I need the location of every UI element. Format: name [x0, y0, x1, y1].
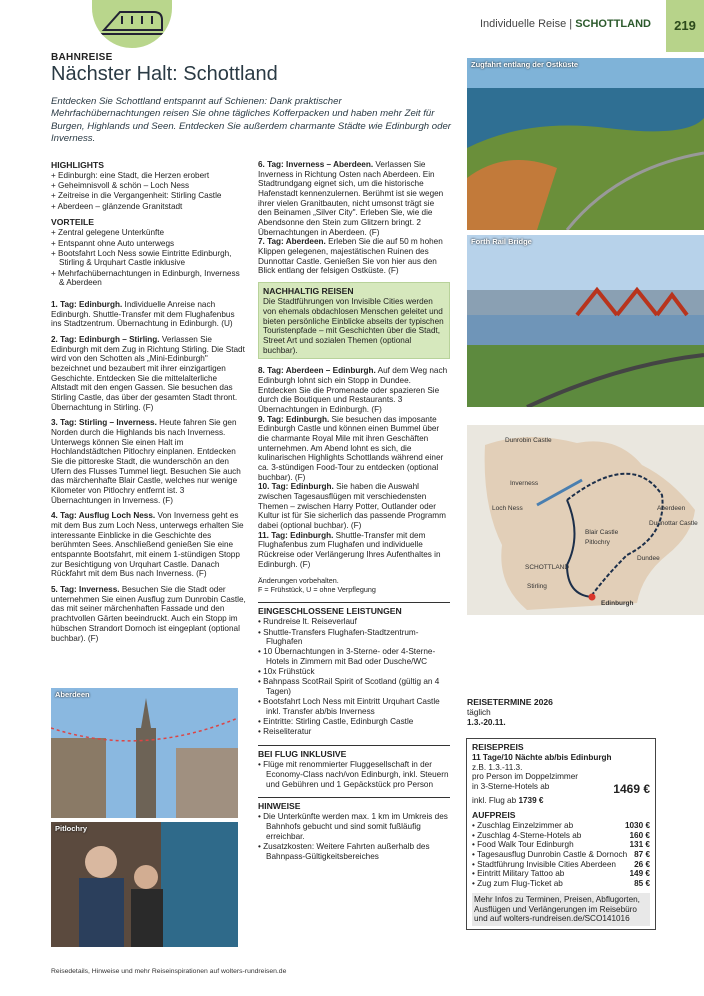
surcharge-row: • Zug zum Flug-Ticket ab 85 € — [472, 879, 650, 889]
list-item: • Flüge mit renommierter Fluggesellschaft in der Economy-Class nach/von Edinburgh, inkl. Steuern und Gebühren und 1 Gepäckstück pro Person — [258, 760, 449, 789]
surcharge-row: • Food Walk Tour Edinburgh 131 € — [472, 840, 650, 850]
intro-text: Entdecken Sie Schottland entspannt auf Schienen: Dank praktischer Mehrfachübernachtungen reisen Sie ohne tägliches Kofferpacken und haben mehr Zeit für Burgen, Highlands und Seen. Entdecken Sie außerdem charmante Städte wie Edinburgh oder Inverness. — [51, 96, 451, 145]
list-item: • 10 Übernachtungen in 3-Sterne- oder 4-Sterne-Hotels in Zimmern mit Bad oder Dusche/WC — [258, 647, 436, 667]
price-date: z.B. 1.3.-11.3. — [472, 762, 523, 772]
photo-aberdeen — [51, 688, 238, 818]
photo-caption: Forth Rail Bridge — [471, 237, 532, 246]
vorteile-heading: VORTEILE — [51, 217, 94, 228]
day-entry: 4. Tag: Ausflug Loch Ness. Von Inverness geht es mit dem Bus zum Loch Ness, unterwegs erhalten Sie interessante Einblicke in die Geschichte des berühmten Sees. Anschließend genießen Sie eine entspannte Bootsfahrt, mit einem 1-stündigen Stopp zur Besichtigung von Urquhart Castle. Danach Rückfahrt mit dem Bus nach Inverness. (F) — [51, 511, 244, 579]
map-label: SCHOTTLAND — [525, 564, 570, 571]
list-item: + Mehrfachübernachtungen in Edinburgh, Inverness & Aberdeen — [51, 268, 240, 288]
highlights-list — [51, 171, 246, 211]
note-legend: F = Frühstück, U = ohne Verpflegung — [258, 584, 376, 594]
photo-caption: Pitlochry — [55, 824, 88, 833]
kicker: BAHNREISE — [51, 52, 113, 63]
day-entry: 8. Tag: Aberdeen – Edinburgh. Auf dem Weg nach Edinburgh lohnt sich ein Stopp in Dundee. Entdecken Sie die Promenade oder spazieren Sie durch die Boutiquen und Restaurants. 3 Übernachtungen in Edinburgh. (F) — [258, 366, 448, 414]
list-item: • Zusatzkosten: Weitere Fahrten außerhalb des Bahnpass-Gültigkeitsbereiches — [258, 841, 430, 861]
map-label: Loch Ness — [492, 505, 523, 512]
page-title: Nächster Halt: Schottland — [51, 63, 278, 85]
map-label: Dunrobin Castle — [505, 437, 552, 444]
day-entry: 5. Tag: Inverness. Besuchen Sie die Stadt oder unternehmen Sie einen Ausflug zum Dunrobin Castle, das mit seiner märchenhaften Fassade und den prachtvollen Gärten beeindruckt. Auch ein Stopp im hübschen Strandort Dornoch ist eingeplant (optional buchbar). (F) — [51, 585, 246, 643]
day-entry: 2. Tag: Edinburgh – Stirling. Verlassen Sie Edinburgh mit dem Zug in Richtung Stirling. Die Stadt wird von den Schotten als „Mini-Edinburgh" bezeichnet und bezaubert mit ihrer einzigartigen Geschichte. Entdecken Sie die mittelalterliche Altstadt mit den engen Gassen. Sie besuchen das Stirling Castle, das über der gesamten Stadt thront. Übernachtung in Stirling. (F) — [51, 335, 245, 412]
flight-price: 1739 € — [518, 796, 544, 806]
map-label: Inverness — [510, 480, 539, 487]
highlights-heading: HIGHLIGHTS — [51, 160, 104, 170]
header-section: Individuelle Reise — [480, 18, 567, 30]
list-item: + Bootsfahrt Loch Ness sowie Eintritte Edinburgh, Stirling & Urquhart Castle inklusive — [51, 248, 232, 268]
sustainable-box — [258, 282, 450, 359]
map-label: Blair Castle — [585, 529, 619, 536]
photo-forth-bridge — [467, 235, 704, 407]
services-list — [258, 617, 450, 737]
services-section — [258, 602, 450, 737]
map-label: Stirling — [527, 583, 547, 590]
travel-dates-range: 1.3.-20.11. — [467, 717, 506, 727]
day-entry: 9. Tag: Edinburgh. Sie besuchen das imposante Edinburgh Castle und können einen Bummel über die charmante Royal Mile mit ihren Geschäften unternehmen. Am Abend lohnt es sich, die kulinarischen Highlights Schottlands während einer ca. 3-stündigen Food-Tour zu entdecken (optional buchbar). (F) — [258, 414, 444, 482]
list-item: + Entspannt ohne Auto unterwegs — [51, 238, 175, 248]
list-item: • Reiseliteratur — [258, 727, 312, 737]
map-label: Dundee — [637, 555, 660, 562]
surcharge-row: • Stadtführung Invisible Cities Aberdeen 26 € — [472, 859, 650, 869]
list-item: • 10x Frühstück — [258, 667, 315, 677]
travel-dates-line: täglich — [467, 708, 491, 718]
surcharge-row: • Zuschlag 4-Sterne-Hotels ab 160 € — [472, 830, 650, 840]
travel-dates-heading: REISETERMINE 2026 — [467, 697, 553, 707]
day-entry: 3. Tag: Stirling – Inverness. Heute fahren Sie gen Norden durch die Highlands bis nach Inverness. Unterwegs können Sie einen Halt im Hochlandstädtchen Pitlochry einplanen. Entdecken Sie die pittoreske Stadt, die wunderschön an den Ufern des Flusses Tummel liegt. Besuchen Sie auch das märchenhafte Blair Castle, welches nur wenige Kilometer von Pitlochry entfernt ist. 3 Übernachtungen in Inverness. (F) — [51, 418, 241, 505]
hints-list — [258, 812, 450, 861]
route-map — [467, 425, 704, 615]
sustainable-text: Die Stadtführungen von Invisible Cities werden von ehemals obdachlosen Menschen geleitet und bieten persönliche Einblicke abseits der typischen Touristenpfade – mit Geschichten über die Stadt, Street Art und sozialen Themen (optional buchbar). — [263, 297, 444, 355]
column-middle — [258, 160, 450, 862]
hints-heading: HINWEISE — [258, 801, 301, 812]
map-label: Edinburgh — [601, 600, 634, 607]
price-heading: REISEPREIS — [472, 742, 524, 752]
list-item: • Die Unterkünfte werden max. 1 km im Umkreis des Bahnhofs gebucht und sind somit fußläufig erreichbar. — [258, 812, 448, 841]
surcharge-row: • Zuschlag Einzelzimmer ab 1030 € — [472, 821, 650, 831]
list-item: + Geheimnisvoll & schön – Loch Ness — [51, 181, 190, 191]
list-item: • Bootsfahrt Loch Ness mit Eintritt Urquhart Castle inkl. Transfer ab/bis Inverness — [258, 697, 440, 716]
notes — [258, 577, 450, 594]
travel-dates — [467, 697, 704, 727]
day-entry: 1. Tag: Edinburgh. Individuelle Anreise nach Edinburgh. Shuttle-Transfer mit dem Flughafenbus ins Stadtzentrum. Übernachtung in Edinburgh. (U) — [51, 300, 235, 329]
day-entry: 6. Tag: Inverness – Aberdeen. Verlassen Sie Inverness in Richtung Osten nach Aberdeen. Ein Stadtrundgang eignet sich, um die historische Hafenstadt kennenzulernen. Berühmt ist sie wegen ihrer vielen Granitbauten, nicht umsonst trägt sie den Beinamen „Silver City". Erleben Sie, wie die Abendsonne den Stein zum Glitzern bringt. 2 Übernachtungen in Aberdeen. (F) — [258, 160, 444, 237]
services-heading: EINGESCHLOSSENE LEISTUNGEN — [258, 606, 402, 617]
main-price: 1469 € — [613, 782, 650, 797]
photo-caption: Aberdeen — [55, 690, 90, 699]
day-entry: 7. Tag: Aberdeen. Erleben Sie die auf 50 m hohen Klippen gelegenen, majestätischen Ruinen des Dunnottar Castle. Genießen Sie von hier aus den Blick entlang der felsigen Ostküste. (F) — [258, 237, 443, 276]
header-region: SCHOTTLAND — [575, 18, 651, 30]
list-item: + Zeitreise in die Vergangenheit: Stirling Castle — [51, 191, 222, 201]
flight-price-row: inkl. Flug ab 1739 € — [472, 796, 544, 806]
running-header: Individuelle Reise | SCHOTTLAND — [480, 18, 651, 30]
map-label: Aberdeen — [657, 505, 686, 512]
list-item: • Bahnpass ScotRail Spirit of Scotland (gültig an 4 Tagen) — [258, 677, 440, 697]
note-changes: Änderungen vorbehalten. — [258, 576, 339, 586]
price-main-row — [472, 782, 650, 796]
photo-pitlochry — [51, 822, 238, 947]
flight-heading: BEI FLUG INKLUSIVE — [258, 749, 347, 760]
price-desc: in 3-Sterne-Hotels ab — [472, 782, 550, 792]
list-item: • Eintritte: Stirling Castle, Edinburgh Castle — [258, 717, 414, 727]
price-desc: pro Person im Doppelzimmer — [472, 772, 579, 782]
list-item: • Rundreise lt. Reiseverlauf — [258, 617, 357, 627]
list-item: • Shuttle-Transfers Flughafen-Stadtzentrum-Flughafen — [258, 627, 419, 647]
notes-section — [258, 797, 450, 861]
list-item: + Zentral gelegene Unterkünfte — [51, 228, 165, 238]
page-number: 219 — [666, 0, 704, 52]
map-label: Pitlochry — [585, 539, 610, 546]
footer: Reisedetails, Hinweise und mehr Reiseinspirationen auf wolters-rundreisen.de — [51, 968, 287, 975]
train-logo — [92, 0, 172, 48]
price-box — [466, 738, 656, 930]
train-icon — [92, 0, 172, 48]
column-left — [51, 160, 246, 643]
list-item: + Aberdeen – glänzende Granitstadt — [51, 201, 183, 211]
sustainable-heading: NACHHALTIG REISEN — [263, 286, 354, 297]
info-text: Mehr Infos zu Terminen, Preisen, Abflugorten, Ausflügen und Verlängerungen im Reisebüro und auf wolters-rundreisen.de/SCO141016 — [472, 893, 650, 926]
photo-caption: Zugfahrt entlang der Ostküste — [471, 60, 579, 69]
surcharge-row: • Eintritt Military Tattoo ab 149 € — [472, 869, 650, 879]
flight-section — [258, 745, 450, 789]
day-entry: 11. Tag: Edinburgh. Shuttle-Transfer mit dem Flughafenbus zum Flughafen und individuelle Rückreise oder Verlängerung Ihres Aufenthaltes in Edinburgh. (F) — [258, 530, 441, 569]
list-item: + Edinburgh: eine Stadt, die Herzen erobert — [51, 171, 210, 181]
day-entry: 10. Tag: Edinburgh. Sie haben die Auswahl zwischen Tagesausflügen mit verschiedensten Themen – zwischen Harry Potter, Outlander oder Kultur ist für Sie sicherlich das passende Programm dabei (optional buchbar). (F) — [258, 482, 446, 530]
price-duration: 11 Tage/10 Nächte ab/bis Edinburgh — [472, 753, 612, 763]
vorteile-list — [51, 228, 246, 288]
surcharge-row: • Tagesausflug Dunrobin Castle & Dornoch 87 € — [472, 850, 650, 860]
map-label: Dunnottar Castle — [649, 520, 698, 527]
surcharge-heading: AUFPREIS — [472, 809, 516, 820]
photo-coast-train — [467, 58, 704, 230]
flight-list — [258, 760, 450, 789]
